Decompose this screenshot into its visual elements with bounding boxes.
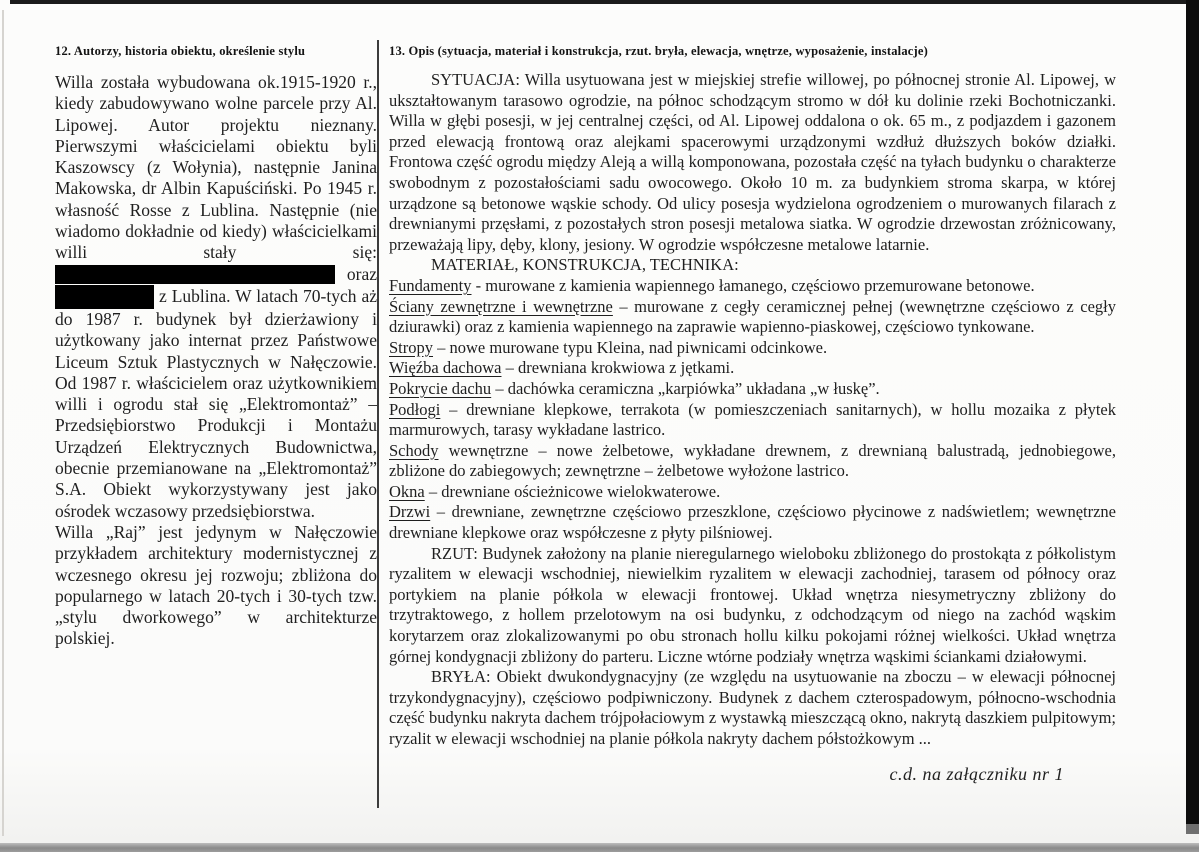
history-paragraph <box>55 72 377 522</box>
scan-top-edge <box>10 0 1199 4</box>
material-term: Ściany zewnętrzne i wewnętrzne <box>389 296 613 316</box>
redaction-bar-2 <box>55 285 154 309</box>
material-text: – dachówka ceramiczna „karpiówka” układana „w łuskę”. <box>491 378 880 398</box>
material-item-fundamenty <box>389 276 1116 297</box>
material-item-sciany <box>389 297 1116 338</box>
material-term: Fundamenty <box>389 275 472 295</box>
situation-paragraph: SYTUACJA: Willa usytuowana jest w miejskiej strefie willowej, po północnej stronie Al. Lipowej, w ukształtowanym tarasowo ogrodzie, na północ schodzącym stromo w dół ku dolinie rzeki Bochotniczanki. Willa w głębi posesji, w jej centralnej części, od Al. Lipowej oddalona o ok. 65 m., z podjazdem i gazonem przed elewacją frontową oraz alejkami spacerowymi urządzonymi wzdłuż dłuższych boków działki. Frontowa część ogrodu między Aleją a willą komponowana, pozostała część na tyłach budynku o charakterze swobodnym z pozostałościami sadu owocowego. Około 10 m. za budynkiem stroma skarpa, w której urządzone są betonowe wąskie schody. Od ulicy posesja wydzielona ogrodzeniem o murowanych filarach z drewnianymi przęsłami, z pozostałych stron posesji metalowa siatka. W ogrodzie drzewostan zróżnicowany, przeważają lipy, dęby, klony, jesiony. W ogrodzie współczesne metalowe latarnie. <box>389 70 1116 254</box>
material-term: Podłogi <box>389 399 441 419</box>
material-text: – drewniane, zewnętrzne częściowo przeszklone, częściowo płycinowe z nadświetlem; wewnętrzne drewniane klepkowe oraz współczesne z płyty pilśniowej. <box>389 502 1116 543</box>
scan-bottom-edge <box>0 843 1199 852</box>
material-item-stropy <box>389 338 1116 359</box>
material-item-drzwi <box>389 502 1116 543</box>
material-item-pokrycie <box>389 379 1116 400</box>
material-item-okna <box>389 482 1116 503</box>
material-text: - murowane z kamienia wapiennego łamanego, częściowo przemurowane betonowe. <box>471 275 1035 295</box>
history-text-between-redactions: oraz <box>346 263 377 284</box>
material-text: – drewniana krokwiowa z jętkami. <box>501 358 735 378</box>
material-term: Stropy <box>389 337 434 357</box>
material-text: – murowane z cegły ceramicznej pełnej (wewnętrzne częściowo z cegły dziurawki) oraz z kamienia wapiennego na zaprawie wapienno-piaskowej, częściowo tynkowane. <box>389 296 1116 337</box>
scan-left-edge <box>2 10 4 836</box>
rzut-paragraph: RZUT: Budynek założony na planie nieregularnego wieloboku zbliżonego do prostokąta z półkolistym ryzalitem w elewacji wschodniej, niewielkim ryzalitem w elewacji zachodniej, tarasem od północy oraz portykiem na planie półkola w elewacji frontowej. Układ wnętrza niesymetryczny zbliżony do trzytraktowego, z hollem przelotowym na osi budynku, z odchodzącym od niego na zachód wąskim korytarzem oraz zlokalizowanymi po obu stronach hollu kilku pokojami różnej wielkości. Układ wnętrza górnej kondygnacji zbliżony do parteru. Liczne wtórne podziały wnętrza wąskimi ściankami działowymi. <box>389 543 1116 666</box>
history-text-before-redaction: Willa została wybudowana ok.1915-1920 r., kiedy zabudowywano wolne parcele przy Al. Lipowej. Autor projektu nieznany. Pierwszymi właścicielami obiektu byli Kaszowscy (z Wołynia), następnie Janina Makowska, dr Albin Kapuściński. Po 1945 r. własność Rosse z Lublina. Następnie (nie wiadomo dokładnie od kiedy) właścicielkami willi stały się: <box>55 72 377 263</box>
material-text: – nowe murowane typu Kleina, nad piwnicami odcinkowe. <box>433 337 828 357</box>
column-divider-line <box>377 40 379 808</box>
material-item-schody <box>389 441 1116 482</box>
redaction-bar-1 <box>55 265 335 284</box>
material-term: Schody <box>389 440 439 460</box>
material-item-podlogi <box>389 400 1116 441</box>
material-section-heading: MATERIAŁ, KONSTRUKCJA, TECHNIKA: <box>431 255 739 275</box>
material-term: Okna <box>389 481 425 501</box>
section-13-header: 13. Opis (sytuacja, materiał i konstrukcja, rzut. bryła, elewacja, wnętrze, wyposażenie, instalacje) <box>389 44 929 58</box>
material-text: – drewniane klepkowe, terrakota (w pomieszczeniach sanitarnych), w hollu mozaika z płytek marmurowych, tarasy wykładane lastrico. <box>389 399 1116 440</box>
material-text: wewnętrzne – nowe żelbetowe, wykładane drewnem, z drewnianą balustradą, jednobiegowe, zbliżone do zabiegowych; zewnętrzne – żelbetowe wyłożone lastrico. <box>389 440 1116 481</box>
left-column-section-12 <box>55 44 377 650</box>
continuation-note: c.d. na załączniku nr 1 <box>889 763 1064 784</box>
history-text-after-redaction: z Lublina. W latach 70-tych aż do 1987 r. budynek był dzierżawiony i użytkowany jako internat przez Państwowe Liceum Sztuk Plastycznych w Nałęczowie. Od 1987 r. właścicielem oraz użytkownikiem willi i ogrodu stał się „Elektromontaż” – Przedsiębiorstwo Produkcji i Montażu Urządzeń Elektrycznych Budownictwa, obecnie przemianowane na „Elektromontaż” S.A. Obiekt wykorzystywany jest jako ośrodek wczasowy przedsiębiorstwa. <box>55 285 377 521</box>
material-term: Drzwi <box>389 502 431 522</box>
material-term: Pokrycie dachu <box>389 378 492 398</box>
scan-right-edge-fade <box>1186 824 1199 834</box>
bryla-paragraph: BRYŁA: Obiekt dwukondygnacyjny (ze względu na usytuowanie na zboczu – w elewacji północnej trzykondygnacyjny), częściowo podpiwniczony. Budynek z dachem czterospadowym, północno-wschodnia część budynku nakryta dachem trójpołaciowym z wystawką mieszczącą okno, nakrytą daszkiem pulpitowym; ryzalit w elewacji wschodniej na planie półkola nakryty dachem półstożkowym ... <box>389 667 1116 748</box>
section-12-header: 12. Autorzy, historia obiektu, określenie stylu <box>55 44 306 58</box>
material-text: – drewniane ościeżnicowe wielokwaterowe. <box>424 481 721 501</box>
right-column-section-13 <box>389 44 1116 784</box>
material-term: Więźba dachowa <box>389 358 502 378</box>
material-item-wiezba <box>389 358 1116 379</box>
style-paragraph: Willa „Raj” jest jedynym w Nałęczowie przykładem architektury modernistycznej z wczesnego okresu jej rozwoju; zbliżona do popularnego w latach 20-tych i 30-tych tzw. „stylu dworkowego” w architekturze polskiej. <box>55 521 377 649</box>
scan-right-edge <box>1186 0 1199 824</box>
